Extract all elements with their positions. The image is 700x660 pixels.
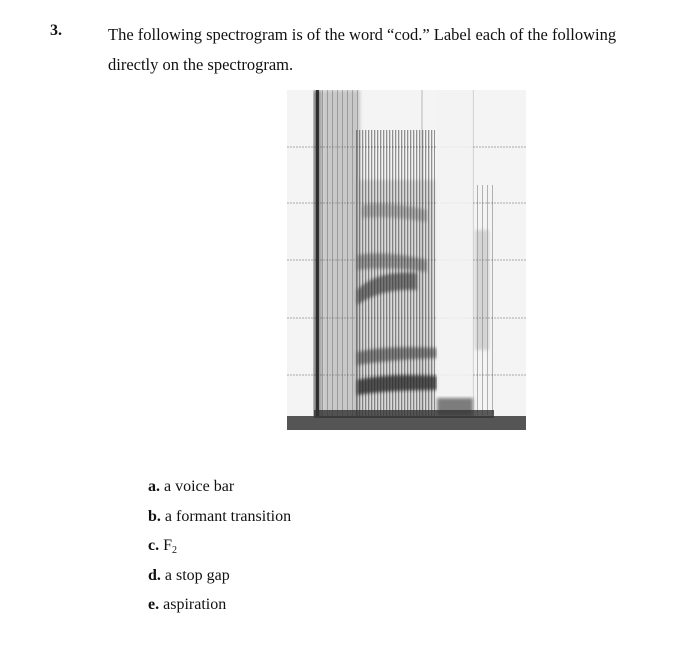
question-prompt: The following spectrogram is of the word “cod.” Label each of the following directly on the spectrogram. bbox=[108, 25, 617, 74]
spectrogram-image bbox=[287, 90, 526, 430]
list-item: c. $F_2$ bbox=[148, 537, 178, 556]
list-item: d. a stop gap bbox=[148, 566, 230, 584]
label-items-list bbox=[148, 474, 291, 622]
list-item: e. aspiration bbox=[148, 596, 227, 613]
question-number: 3. bbox=[50, 22, 62, 39]
list-item: b. a formant transition bbox=[148, 507, 292, 525]
list-item: a. a voice bar bbox=[148, 478, 235, 495]
